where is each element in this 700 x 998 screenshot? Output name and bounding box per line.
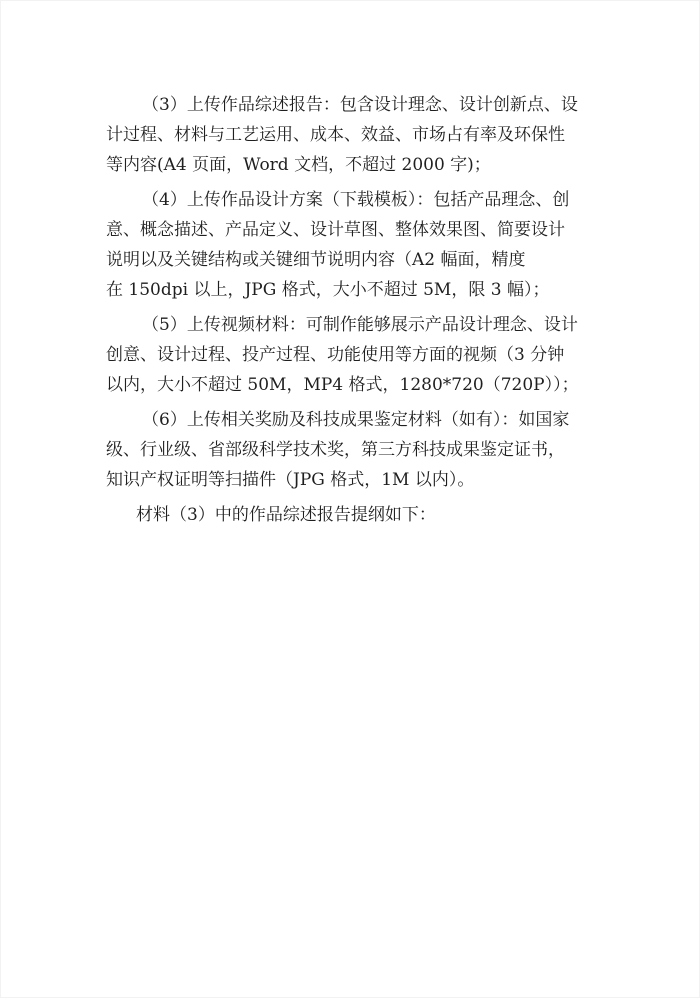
paragraph-line: 计过程、材料与工艺运用、成本、效益、市场占有率及环保性: [106, 125, 565, 145]
paragraph-item-5: [106, 310, 598, 400]
paragraph-line: 创意、设计过程、投产过程、功能使用等方面的视频（3 分钟: [106, 345, 565, 365]
paragraph-item-6: [106, 405, 598, 495]
paragraph-item-3: [106, 90, 598, 180]
document-body: [106, 90, 598, 535]
paragraph-line: 以内，大小不超过 50M，MP4 格式，1280*720（720P））；: [106, 375, 579, 395]
paragraph-line: 级、行业级、省部级科学技术奖，第三方科技成果鉴定证书，: [106, 440, 565, 460]
paragraph-line: （4）上传作品设计方案（下载模板）：包括产品理念、创: [142, 190, 570, 210]
paragraph-line: 知识产权证明等扫描件（JPG 格式，1M 以内）。: [106, 470, 475, 490]
paragraph-item-4: [106, 185, 598, 305]
paragraph-line: 意、概念描述、产品定义、设计草图、整体效果图、简要设计: [106, 220, 565, 240]
paragraph-line: 说明以及关键结构或关键细节说明内容（A2 幅面，精度: [106, 250, 526, 270]
outline-intro: 材料（3）中的作品综述报告提纲如下：: [136, 505, 436, 525]
paragraph-line: 等内容(A4 页面，Word 文档，不超过 2000 字)；: [106, 155, 491, 175]
paragraph-line: （3）上传作品综述报告：包含设计理念、设计创新点、设: [142, 95, 578, 115]
paragraph-line: （6）上传相关奖励及科技成果鉴定材料（如有）：如国家: [142, 410, 570, 430]
paragraph-line: 在 150dpi 以上，JPG 格式，大小不超过 5M，限 3 幅）；: [106, 280, 550, 300]
paragraph-line: （5）上传视频材料：可制作能够展示产品设计理念、设计: [142, 315, 578, 335]
